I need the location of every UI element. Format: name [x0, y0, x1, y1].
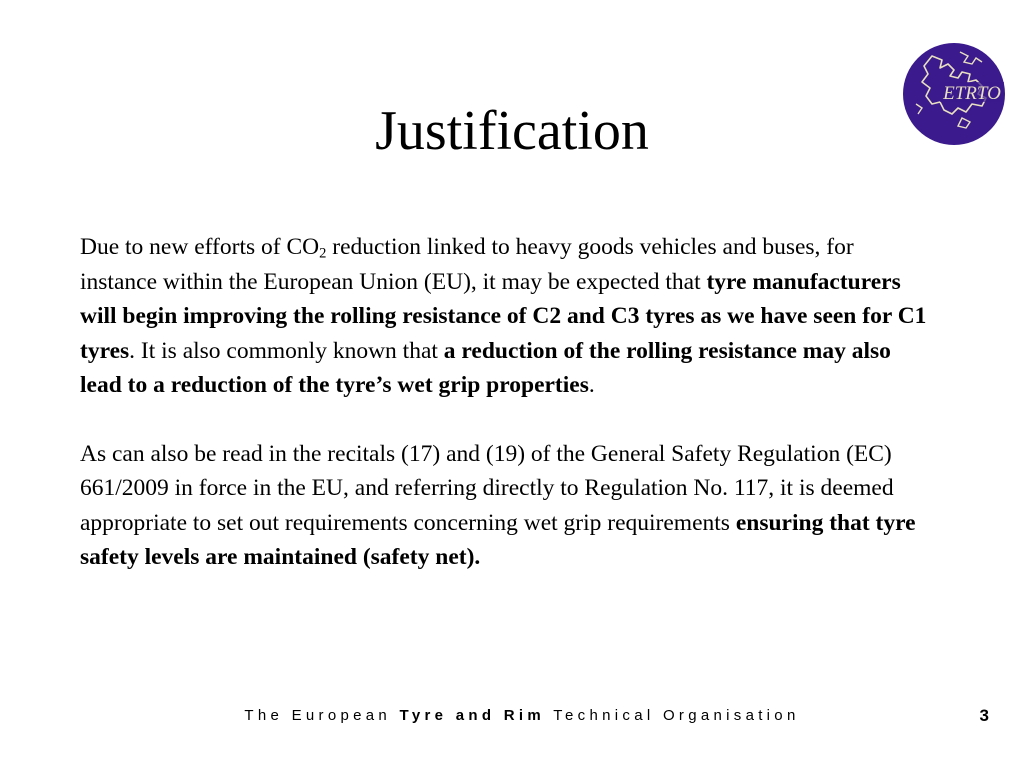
page-number: 3 — [979, 706, 989, 725]
paragraph-2: As can also be read in the recitals (17) and (19) of the General Safety Regulation (EC) 661/2009 in force in the EU, and referring directly to Regulation No. 117, it is deemed appropriate to set out requirements concerning wet grip requirements ensuring that tyre safety levels are maintained (safety net). — [80, 440, 916, 570]
slide-title: Justification — [375, 100, 649, 162]
slide-body — [80, 230, 930, 575]
footer-emphasis: Tyre and Rim — [399, 707, 546, 724]
co2-subscript: 2 — [319, 245, 327, 262]
logo-text: ETRTO — [943, 83, 1001, 104]
paragraph-1: Due to new efforts of $CO_2$ reduction linked to heavy goods vehicles and buses, for instance within the European Union (EU), it may be expected that tyre manufacturers will begin improving the rolling resistance of C2 and C3 tyres as we have seen for C1 tyres. It is also commonly known that a reduction of the rolling resistance may also lead to a reduction of the tyre’s wet grip properties. — [80, 234, 927, 398]
emphasis-rolling-resistance: tyre manufacturers will begin improving the rolling resistance of C2 and C3 tyres as we have seen for C1 tyres — [80, 268, 927, 364]
emphasis-wet-grip: a reduction of the rolling resistance may also lead to a reduction of the tyre’s wet grip properties — [80, 337, 891, 398]
emphasis-safety-net: ensuring that tyre safety levels are maintained (safety net). — [80, 509, 916, 570]
footer-organisation: The European Tyre and Rim Technical Organisation — [244, 707, 800, 724]
